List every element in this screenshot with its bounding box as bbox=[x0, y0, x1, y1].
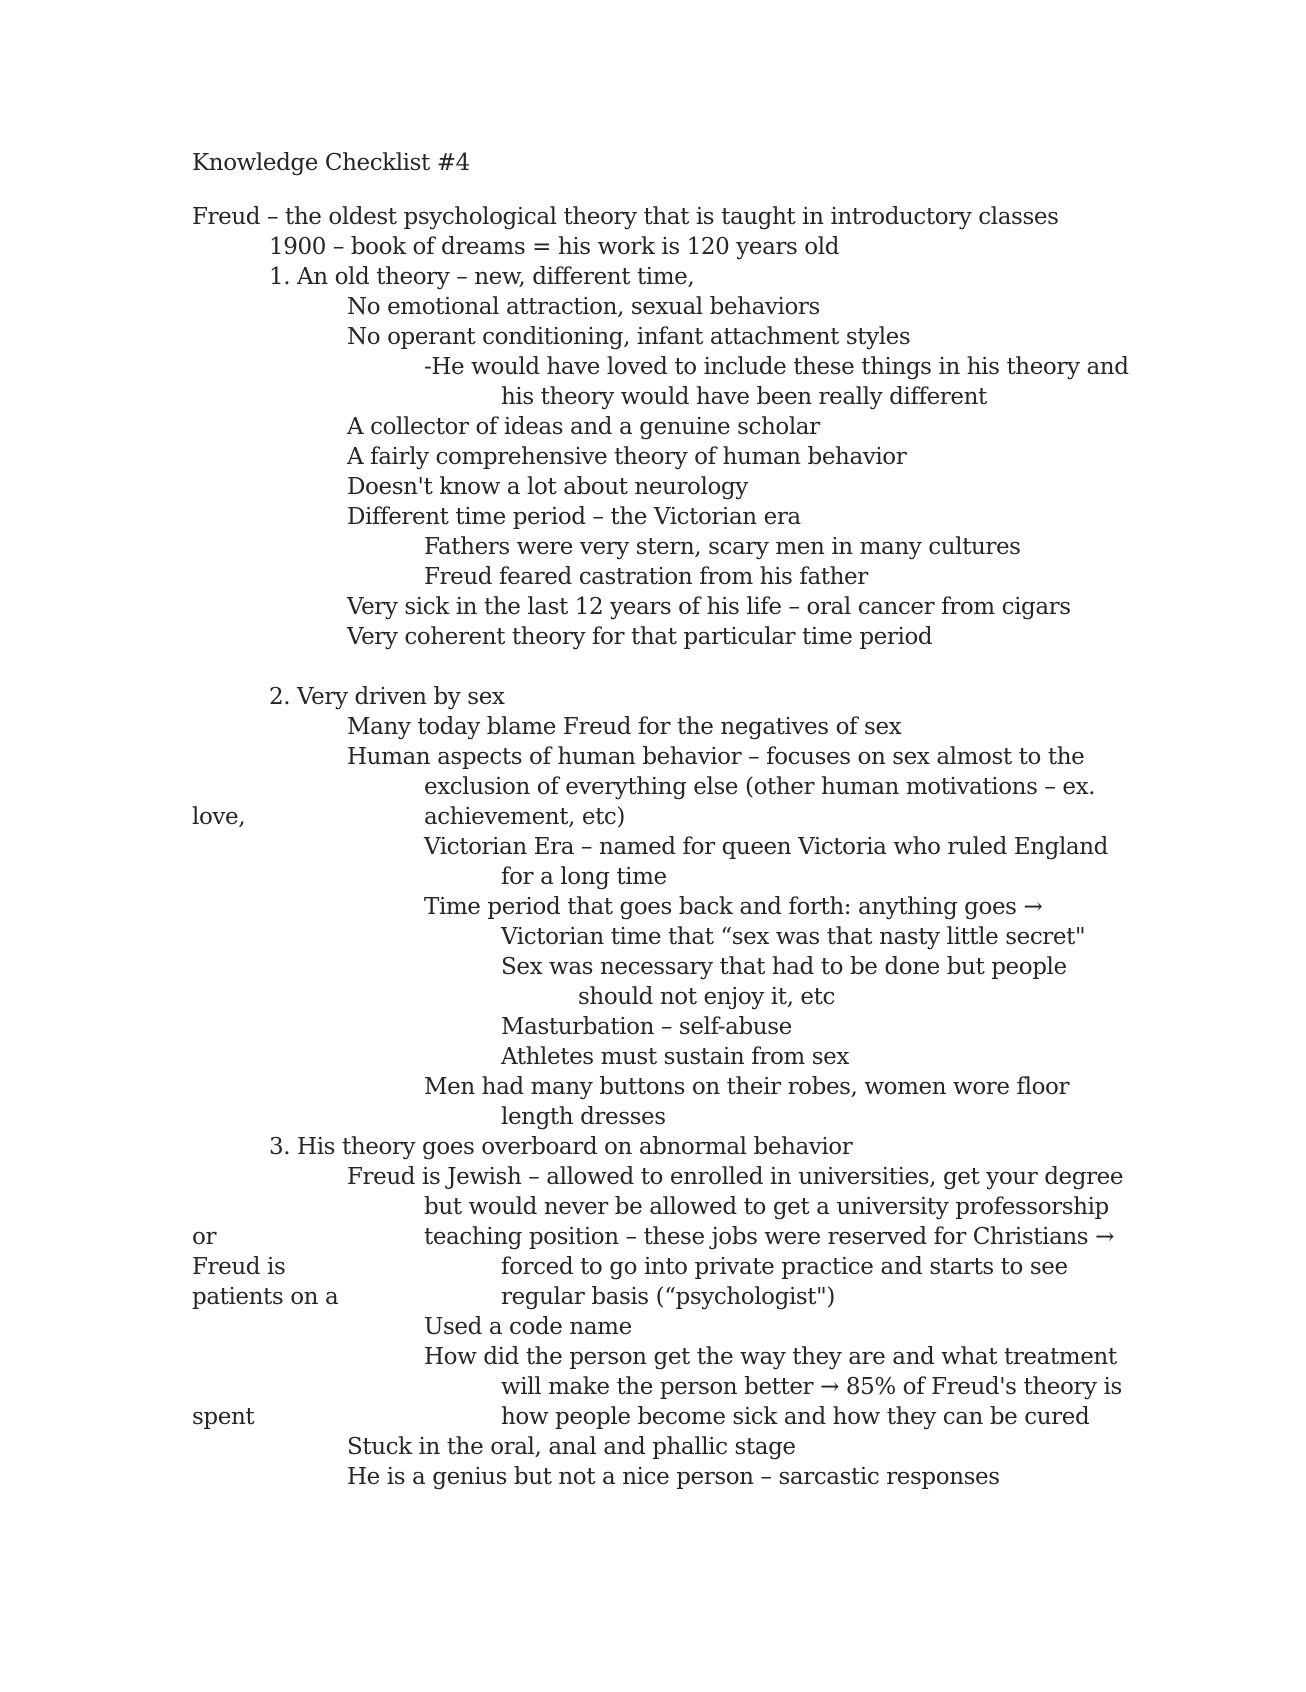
text-line: Stuck in the oral, anal and phallic stage bbox=[347, 1434, 796, 1460]
text-line: How did the person get the way they are and what treatment bbox=[424, 1344, 1117, 1370]
margin-note: patients on a bbox=[192, 1284, 339, 1310]
text-line: Very coherent theory for that particular time period bbox=[347, 624, 933, 650]
text-line: length dresses bbox=[501, 1104, 666, 1130]
text-line: Different time period – the Victorian era bbox=[347, 504, 801, 530]
text-line: He is a genius but not a nice person – sarcastic responses bbox=[347, 1464, 1000, 1490]
text-line: should not enjoy it, etc bbox=[578, 984, 835, 1010]
text-line: exclusion of everything else (other human motivations – ex. bbox=[424, 774, 1096, 800]
text-line: Sex was necessary that had to be done but people bbox=[501, 954, 1067, 980]
text-line: regular basis (“psychologist") bbox=[501, 1284, 835, 1310]
text-line: will make the person better → 85% of Freud's theory is bbox=[501, 1374, 1122, 1400]
text-line: forced to go into private practice and starts to see bbox=[501, 1254, 1068, 1280]
text-line: Freud – the oldest psychological theory that is taught in introductory classes bbox=[192, 204, 1059, 230]
text-line: -He would have loved to include these things in his theory and bbox=[424, 354, 1129, 380]
margin-note: Freud is bbox=[192, 1254, 286, 1280]
text-line: Freud is Jewish – allowed to enrolled in universities, get your degree bbox=[347, 1164, 1124, 1190]
text-line: Many today blame Freud for the negatives of sex bbox=[347, 714, 902, 740]
text-line: Doesn't know a lot about neurology bbox=[347, 474, 748, 500]
document-title: Knowledge Checklist #4 bbox=[192, 150, 470, 176]
text-line: No operant conditioning, infant attachment styles bbox=[347, 324, 911, 350]
section-heading: 1. An old theory – new, different time, bbox=[269, 264, 695, 290]
section-heading: 2. Very driven by sex bbox=[269, 684, 505, 710]
text-line: Used a code name bbox=[424, 1314, 632, 1340]
text-line: but would never be allowed to get a university professorship bbox=[424, 1194, 1109, 1220]
text-line: Very sick in the last 12 years of his life – oral cancer from cigars bbox=[347, 594, 1071, 620]
text-line: Victorian Era – named for queen Victoria who ruled England bbox=[424, 834, 1108, 860]
text-line: Victorian time that “sex was that nasty little secret" bbox=[501, 924, 1086, 950]
margin-note: love, bbox=[192, 804, 246, 830]
text-line: Time period that goes back and forth: anything goes → bbox=[424, 894, 1043, 920]
text-line: his theory would have been really different bbox=[501, 384, 987, 410]
text-line: how people become sick and how they can be cured bbox=[501, 1404, 1090, 1430]
text-line: Men had many buttons on their robes, women wore floor bbox=[424, 1074, 1070, 1100]
text-line: Masturbation – self-abuse bbox=[501, 1014, 792, 1040]
section-heading: 3. His theory goes overboard on abnormal behavior bbox=[269, 1134, 853, 1160]
text-line: 1900 – book of dreams = his work is 120 years old bbox=[269, 234, 840, 260]
text-line: teaching position – these jobs were reserved for Christians → bbox=[424, 1224, 1114, 1250]
text-line: Freud feared castration from his father bbox=[424, 564, 868, 590]
text-line: A fairly comprehensive theory of human behavior bbox=[347, 444, 907, 470]
text-line: Athletes must sustain from sex bbox=[501, 1044, 849, 1070]
margin-note: spent bbox=[192, 1404, 255, 1430]
text-line: for a long time bbox=[501, 864, 667, 890]
text-line: Human aspects of human behavior – focuses on sex almost to the bbox=[347, 744, 1085, 770]
text-line: A collector of ideas and a genuine scholar bbox=[347, 414, 820, 440]
text-line: achievement, etc) bbox=[424, 804, 625, 830]
text-line: Fathers were very stern, scary men in many cultures bbox=[424, 534, 1021, 560]
margin-note: or bbox=[192, 1224, 217, 1250]
text-line: No emotional attraction, sexual behaviors bbox=[347, 294, 820, 320]
